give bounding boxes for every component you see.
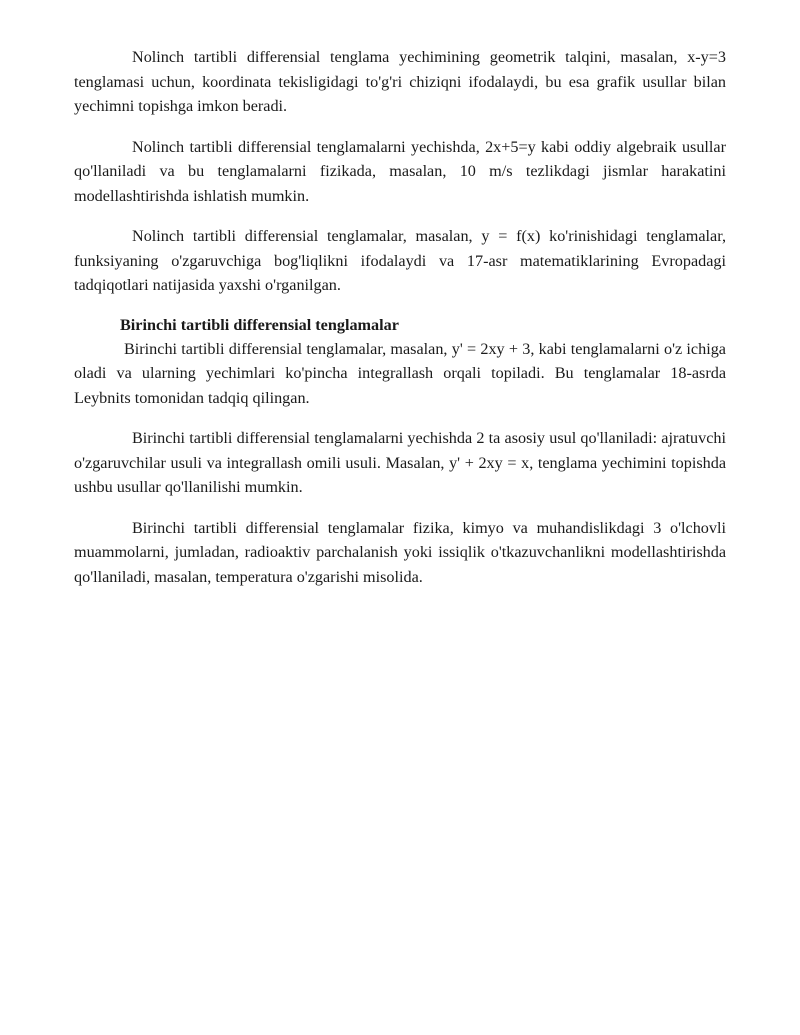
intro-paragraph-1: Nolinch tartibli differensial tenglama yechimining geometrik talqini, masalan, x-y=3 tenglamasi uchun, koordinata tekisligidagi to'g'ri chiziqni ifodalaydi, bu esa grafik usullar bilan yechimni topishga imkon beradi. [74, 48, 726, 115]
intro-paragraph-3: Nolinch tartibli differensial tenglamalar, masalan, y = f(x) ko'rinishidagi tenglamalar, funksiyaning o'zgaruvchiga bog'liqlikni ifodalaydi va 17-asr matematiklarining Evropadagi tadqiqotlari natijasida yaxshi o'rganilgan. [74, 227, 726, 294]
intro-paragraph-2: Nolinch tartibli differensial tenglamalarni yechishda, 2x+5=y kabi oddiy algebraik usullar qo'llaniladi va bu tenglamalarni fizikada, masalan, 10 m/s tezlikdagi jismlar harakatini modellashtirishda ishlatish mumkin. [74, 137, 726, 205]
document-body [74, 45, 726, 605]
section-heading: Birinchi tartibli differensial tenglamalar [120, 315, 399, 334]
section-paragraph-1: Birinchi tartibli differensial tenglamalar, masalan, y' = 2xy + 3, kabi tenglamalarni o'z ichiga oladi va ularning yechimlari ko'pincha integrallash orqali topiladi. Bu tenglamalar 18-asrda Leybnits tomonidan tadqiq qilingan. [74, 339, 726, 407]
section-paragraph-2: Birinchi tartibli differensial tenglamalarni yechishda 2 ta asosiy usul qo'llaniladi: ajratuvchi o'zgaruvchilar usuli va integrallash omili usuli. Masalan, y' + 2xy = x, tenglama yechimini topishda ushbu usullar qo'llanilishi mumkin. [74, 429, 726, 496]
section-paragraph-3: Birinchi tartibli differensial tenglamalar fizika, kimyo va muhandislikdagi 3 o'lchovli muammolarni, jumladan, radioaktiv parchalanish yoki issiqlik o'tkazuvchanlikni modellashtirishda qo'llaniladi, masalan, temperatura o'zgarishi misolida. [74, 518, 726, 586]
